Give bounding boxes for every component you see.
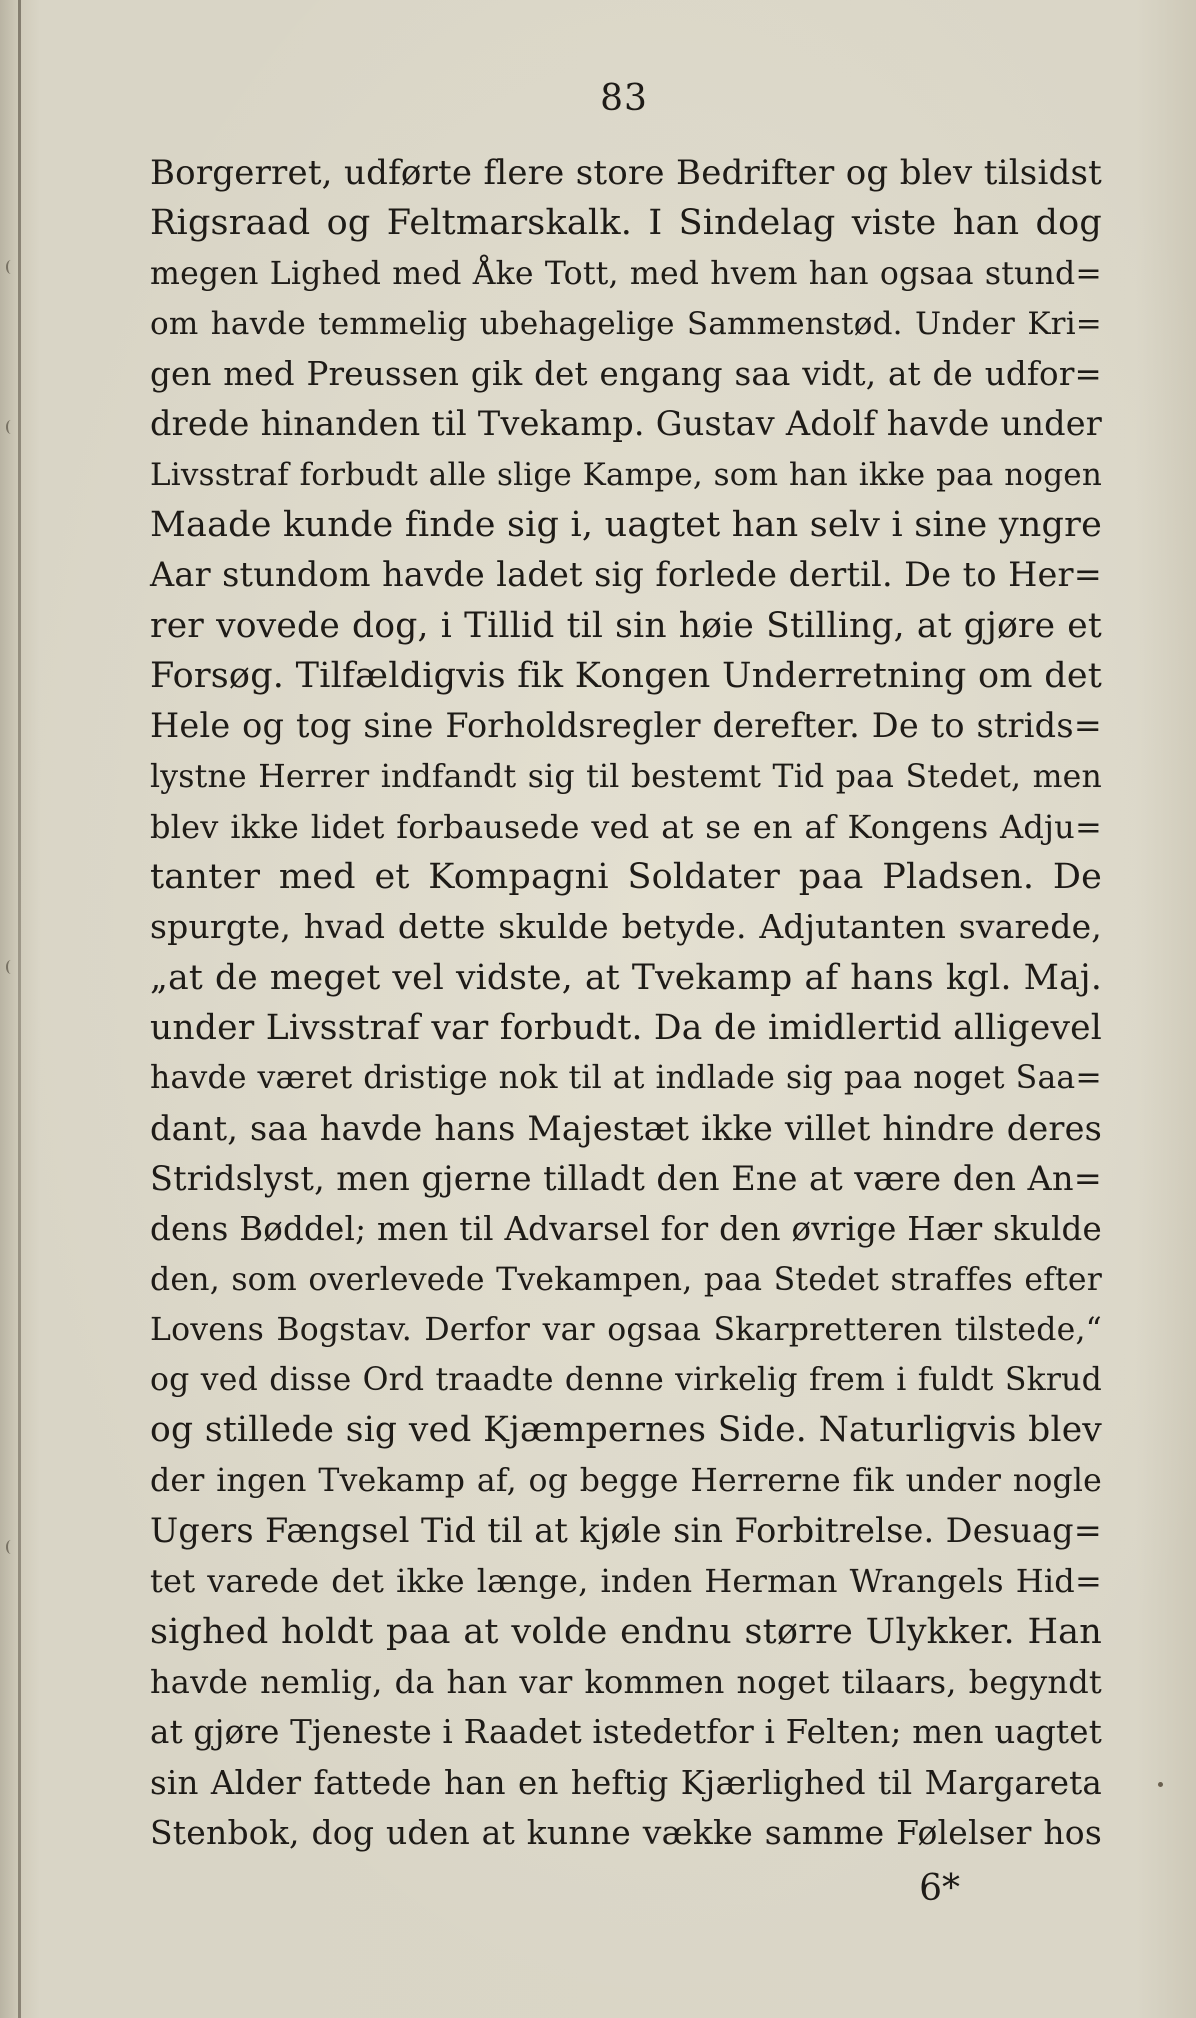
- text-line: blev ikke lidet forbausede ved at se en af Kongens Adju=: [150, 807, 1102, 846]
- text-line: havde nemlig, da han var kommen noget tilaars, begyndt: [150, 1662, 1102, 1701]
- text-line: tet varede det ikke længe, inden Herman Wrangels Hid=: [150, 1562, 1102, 1601]
- text-line: lystne Herrer indfandt sig til bestemt Tid paa Stedet, men: [150, 758, 1102, 795]
- text-line: om havde temmelig ubehagelige Sammenstød. Under Kri=: [150, 305, 1102, 342]
- text-line: og ved disse Ord traadte denne virkelig frem i fuldt Skrud: [150, 1362, 1102, 1399]
- text-line: under Livsstraf var forbudt. Da de imidlertid alligevel: [150, 1008, 1102, 1049]
- text-line: Hele og tog sine Forholdsregler derefter. De to strids=: [150, 706, 1102, 746]
- gutter-mark: [6, 420, 16, 434]
- text-line: dens Bøddel; men til Advarsel for den øvrige Hær skulde: [150, 1210, 1102, 1249]
- text-line: megen Lighed med Åke Tott, med hvem han ogsaa stund=: [150, 255, 1102, 292]
- text-line: Lovens Bogstav. Derfor var ogsaa Skarpretteren tilstede,“: [150, 1311, 1102, 1348]
- text-line: tanter med et Kompagni Soldater paa Pladsen. De: [150, 857, 1102, 898]
- text-line: „at de meget vel vidste, at Tvekamp af hans kgl. Maj.: [150, 957, 1102, 998]
- text-line: rer vovede dog, i Tillid til sin høie Stilling, at gjøre et: [150, 605, 1102, 646]
- text-line: at gjøre Tjeneste i Raadet istedetfor i Felten; men uagtet: [150, 1713, 1102, 1752]
- text-line: Borgerret, udførte flere store Bedrifter og blev tilsidst: [150, 153, 1102, 193]
- text-line: Rigsraad og Feltmarskalk. I Sindelag viste han dog: [150, 203, 1102, 244]
- text-line: Stenbok, dog uden at kunne vække samme Følelser hos: [150, 1812, 1102, 1852]
- text-line: og stillede sig ved Kjæmpernes Side. Naturligvis blev: [150, 1410, 1102, 1451]
- gutter-mark: [6, 260, 16, 274]
- binding-gutter: [18, 0, 21, 2018]
- text-line: Maade kunde finde sig i, uagtet han selv i sine yngre: [150, 505, 1102, 546]
- text-line: Aar stundom havde ladet sig forlede dertil. De to Her=: [150, 555, 1102, 595]
- text-line: Ugers Fængsel Tid til at kjøle sin Forbitrelse. Desuag=: [150, 1511, 1102, 1551]
- signature-mark: 6*: [919, 1868, 960, 1909]
- text-line: der ingen Tvekamp af, og begge Herrerne fik under nogle: [150, 1462, 1102, 1499]
- text-line: drede hinanden til Tvekamp. Gustav Adolf havde under: [150, 404, 1102, 444]
- text-line: sighed holdt paa at volde endnu større Ulykker. Han: [150, 1611, 1102, 1652]
- text-line: spurgte, hvad dette skulde betyde. Adjutanten svarede,: [150, 907, 1102, 947]
- text-line: dant, saa havde hans Majestæt ikke villet hindre deres: [150, 1108, 1102, 1148]
- text-line: sin Alder fattede han en heftig Kjærlighed til Margareta: [150, 1763, 1102, 1802]
- text-line: gen med Preussen gik det engang saa vidt, at de udfor=: [150, 355, 1102, 394]
- gutter-mark: [6, 960, 16, 974]
- gutter-mark: [6, 1540, 16, 1554]
- text-line: Stridslyst, men gjerne tilladt den Ene at være den An=: [150, 1158, 1102, 1198]
- ink-speck: [1158, 1782, 1163, 1787]
- text-line: den, som overlevede Tvekampen, paa Stedet straffes efter: [150, 1261, 1102, 1298]
- text-line: havde været dristige nok til at indlade sig paa noget Saa=: [150, 1060, 1102, 1097]
- body-text: [150, 148, 1102, 1858]
- text-line: Forsøg. Tilfældigvis fik Kongen Underretning om det: [150, 655, 1102, 696]
- page-number: 83: [600, 78, 648, 119]
- text-line: Livsstraf forbudt alle slige Kampe, som han ikke paa nogen: [150, 456, 1102, 493]
